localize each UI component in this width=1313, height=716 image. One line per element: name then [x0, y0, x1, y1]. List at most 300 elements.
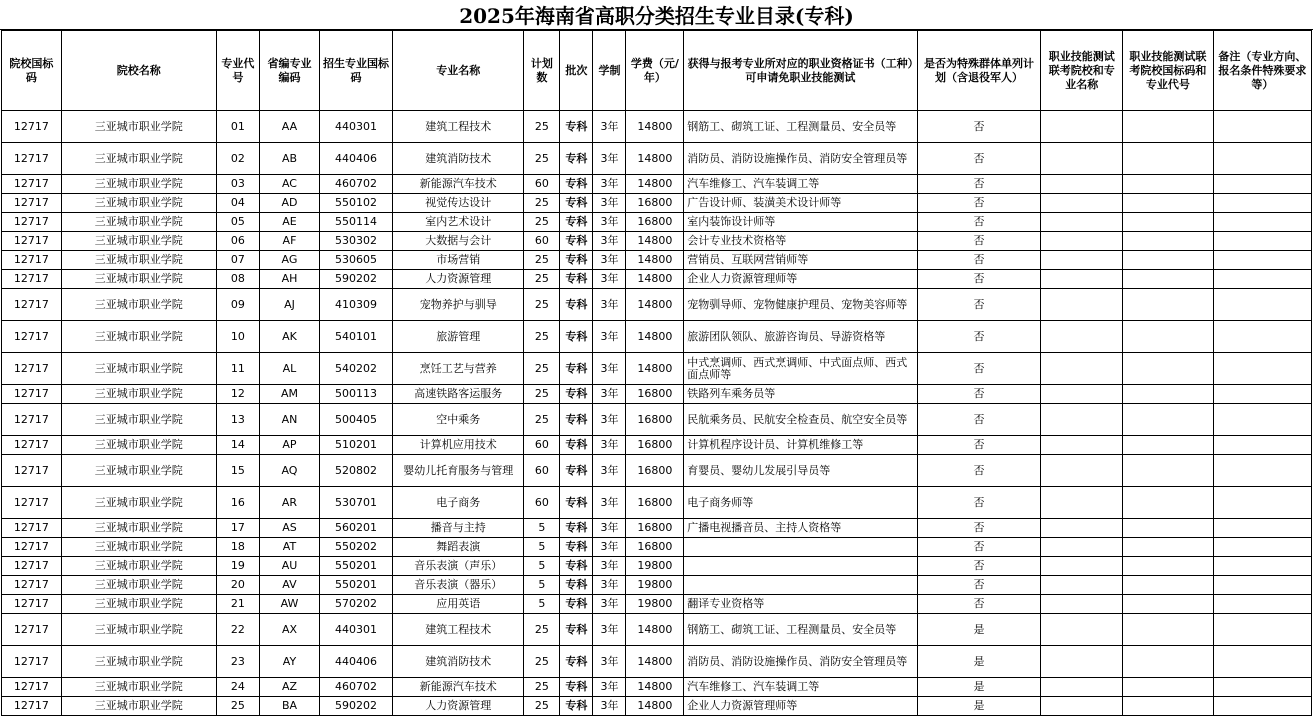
table-cell — [1041, 213, 1123, 232]
table-cell: 16800 — [626, 538, 684, 557]
table-cell: 3年 — [593, 251, 626, 270]
table-cell: 三亚城市职业学院 — [61, 576, 216, 595]
table-cell: 500113 — [319, 385, 392, 404]
table-cell — [1213, 251, 1311, 270]
table-cell — [1122, 194, 1213, 213]
table-row — [2, 289, 1312, 321]
table-cell: 25 — [524, 251, 560, 270]
table-cell: 17 — [216, 519, 259, 538]
table-cell: 14800 — [626, 232, 684, 251]
table-cell: 专科 — [560, 436, 593, 455]
table-cell: 540101 — [319, 321, 392, 353]
table-cell: 03 — [216, 175, 259, 194]
table-cell: 3年 — [593, 557, 626, 576]
major-catalog-table — [1, 30, 1312, 716]
table-cell: 25 — [524, 213, 560, 232]
table-cell: 3年 — [593, 353, 626, 385]
table-cell: 否 — [917, 557, 1041, 576]
column-header: 批次 — [560, 31, 593, 111]
table-cell: 460702 — [319, 678, 392, 697]
table-cell: 三亚城市职业学院 — [61, 353, 216, 385]
table-cell: 14800 — [626, 143, 684, 175]
table-cell — [1122, 576, 1213, 595]
table-cell: 12717 — [2, 595, 62, 614]
column-header: 是否为特殊群体单列计划（含退役军人） — [917, 31, 1041, 111]
table-cell — [1122, 353, 1213, 385]
table-cell: 三亚城市职业学院 — [61, 404, 216, 436]
table-cell: AW — [260, 595, 320, 614]
table-cell: 16800 — [626, 404, 684, 436]
table-cell: 三亚城市职业学院 — [61, 519, 216, 538]
table-cell: 三亚城市职业学院 — [61, 538, 216, 557]
table-cell: 宠物养护与驯导 — [393, 289, 524, 321]
table-cell — [1213, 143, 1311, 175]
table-cell: 570202 — [319, 595, 392, 614]
table-cell: 室内艺术设计 — [393, 213, 524, 232]
table-cell: 550201 — [319, 576, 392, 595]
table-cell: 专科 — [560, 404, 593, 436]
table-cell — [1041, 697, 1123, 716]
table-cell — [1041, 455, 1123, 487]
table-row — [2, 175, 1312, 194]
table-cell: 12717 — [2, 251, 62, 270]
table-cell: 19 — [216, 557, 259, 576]
table-cell: 3年 — [593, 289, 626, 321]
table-cell: 宠物驯导师、宠物健康护理员、宠物美容师等 — [684, 289, 917, 321]
table-cell: 3年 — [593, 595, 626, 614]
table-row — [2, 353, 1312, 385]
table-cell — [1041, 595, 1123, 614]
table-row — [2, 143, 1312, 175]
table-row — [2, 270, 1312, 289]
table-cell: 钢筋工、砌筑工证、工程测量员、安全员等 — [684, 614, 917, 646]
table-cell: 16800 — [626, 455, 684, 487]
table-cell: 530302 — [319, 232, 392, 251]
table-cell: 否 — [917, 289, 1041, 321]
table-cell: 专科 — [560, 353, 593, 385]
table-cell: 3年 — [593, 385, 626, 404]
table-cell: 06 — [216, 232, 259, 251]
table-cell: 04 — [216, 194, 259, 213]
table-cell: 12717 — [2, 455, 62, 487]
table-cell: 5 — [524, 595, 560, 614]
table-cell: 三亚城市职业学院 — [61, 111, 216, 143]
table-cell — [1041, 321, 1123, 353]
table-cell — [1213, 614, 1311, 646]
table-cell — [1213, 404, 1311, 436]
table-cell: BA — [260, 697, 320, 716]
table-cell: 汽车维修工、汽车装调工等 — [684, 678, 917, 697]
table-cell — [1213, 175, 1311, 194]
table-row — [2, 385, 1312, 404]
table-cell: 否 — [917, 519, 1041, 538]
table-cell — [1213, 487, 1311, 519]
table-cell: 否 — [917, 194, 1041, 213]
table-cell: AB — [260, 143, 320, 175]
table-cell — [1122, 595, 1213, 614]
table-cell: 广告设计师、装潢美术设计师等 — [684, 194, 917, 213]
table-cell: 建筑工程技术 — [393, 614, 524, 646]
table-cell — [1213, 385, 1311, 404]
table-cell: 消防员、消防设施操作员、消防安全管理员等 — [684, 143, 917, 175]
table-cell: 专科 — [560, 175, 593, 194]
table-cell: 是 — [917, 614, 1041, 646]
table-cell: 24 — [216, 678, 259, 697]
table-cell — [1041, 194, 1123, 213]
table-cell: 22 — [216, 614, 259, 646]
table-cell: 是 — [917, 697, 1041, 716]
table-cell: 14800 — [626, 614, 684, 646]
table-cell: 12717 — [2, 143, 62, 175]
table-cell: 12717 — [2, 436, 62, 455]
table-cell: 60 — [524, 232, 560, 251]
table-cell — [1122, 557, 1213, 576]
table-cell: 510201 — [319, 436, 392, 455]
table-cell — [1213, 289, 1311, 321]
table-cell: 10 — [216, 321, 259, 353]
table-cell: 视觉传达设计 — [393, 194, 524, 213]
table-cell: 590202 — [319, 697, 392, 716]
table-cell: 人力资源管理 — [393, 270, 524, 289]
table-cell: 三亚城市职业学院 — [61, 289, 216, 321]
table-cell: 三亚城市职业学院 — [61, 270, 216, 289]
table-cell: 5 — [524, 519, 560, 538]
table-cell — [1213, 232, 1311, 251]
column-header: 学费（元/年） — [626, 31, 684, 111]
table-cell: AD — [260, 194, 320, 213]
table-cell: 05 — [216, 213, 259, 232]
table-cell: 440406 — [319, 646, 392, 678]
table-cell: 19800 — [626, 595, 684, 614]
table-cell: 否 — [917, 404, 1041, 436]
table-cell: 3年 — [593, 175, 626, 194]
table-cell: 否 — [917, 232, 1041, 251]
table-cell — [1041, 270, 1123, 289]
table-cell: 25 — [524, 194, 560, 213]
table-row — [2, 538, 1312, 557]
table-cell: 500405 — [319, 404, 392, 436]
table-cell: 14800 — [626, 175, 684, 194]
table-cell: 25 — [524, 646, 560, 678]
table-cell — [1213, 678, 1311, 697]
table-cell: 5 — [524, 576, 560, 595]
table-cell: 3年 — [593, 213, 626, 232]
table-cell: 企业人力资源管理师等 — [684, 697, 917, 716]
table-cell: AF — [260, 232, 320, 251]
table-cell: 否 — [917, 353, 1041, 385]
table-cell: 否 — [917, 385, 1041, 404]
table-cell — [1041, 487, 1123, 519]
table-cell: 专科 — [560, 697, 593, 716]
table-cell: 25 — [524, 404, 560, 436]
table-cell: AU — [260, 557, 320, 576]
table-cell: 3年 — [593, 697, 626, 716]
table-cell — [1213, 353, 1311, 385]
table-cell — [1041, 251, 1123, 270]
table-cell — [1213, 436, 1311, 455]
table-row — [2, 194, 1312, 213]
table-cell: 3年 — [593, 111, 626, 143]
table-cell: 否 — [917, 270, 1041, 289]
table-cell — [1213, 111, 1311, 143]
table-cell — [1213, 576, 1311, 595]
table-cell: 三亚城市职业学院 — [61, 436, 216, 455]
table-cell — [1122, 232, 1213, 251]
table-cell: AZ — [260, 678, 320, 697]
table-cell: 否 — [917, 538, 1041, 557]
table-cell — [1122, 143, 1213, 175]
table-cell: 否 — [917, 487, 1041, 519]
table-cell — [1041, 385, 1123, 404]
table-row — [2, 576, 1312, 595]
table-cell: 20 — [216, 576, 259, 595]
table-cell: 会计专业技术资格等 — [684, 232, 917, 251]
table-cell: 三亚城市职业学院 — [61, 213, 216, 232]
table-row — [2, 646, 1312, 678]
table-cell: 否 — [917, 111, 1041, 143]
column-header: 院校国标码 — [2, 31, 62, 111]
table-cell: 560201 — [319, 519, 392, 538]
table-cell: 汽车维修工、汽车装调工等 — [684, 175, 917, 194]
table-cell: 铁路列车乘务员等 — [684, 385, 917, 404]
table-cell: 专科 — [560, 678, 593, 697]
table-cell: 3年 — [593, 487, 626, 519]
table-cell: 12717 — [2, 576, 62, 595]
table-cell: 01 — [216, 111, 259, 143]
table-cell: 室内装饰设计师等 — [684, 213, 917, 232]
table-cell — [1041, 175, 1123, 194]
table-cell: 是 — [917, 646, 1041, 678]
table-cell — [1041, 614, 1123, 646]
table-cell — [1213, 538, 1311, 557]
table-cell: 12 — [216, 385, 259, 404]
table-cell: 590202 — [319, 270, 392, 289]
table-cell: 410309 — [319, 289, 392, 321]
table-cell: 02 — [216, 143, 259, 175]
table-cell — [1041, 111, 1123, 143]
table-cell: AR — [260, 487, 320, 519]
table-row — [2, 678, 1312, 697]
table-cell: 12717 — [2, 557, 62, 576]
table-cell: 专科 — [560, 646, 593, 678]
table-cell: 25 — [524, 143, 560, 175]
table-cell: 否 — [917, 213, 1041, 232]
table-cell: 11 — [216, 353, 259, 385]
table-cell: 12717 — [2, 697, 62, 716]
table-cell: 否 — [917, 321, 1041, 353]
table-cell: 530701 — [319, 487, 392, 519]
table-cell: 25 — [524, 614, 560, 646]
table-cell: 19800 — [626, 576, 684, 595]
table-cell: AA — [260, 111, 320, 143]
table-cell: AT — [260, 538, 320, 557]
table-cell: 12717 — [2, 614, 62, 646]
table-cell: 三亚城市职业学院 — [61, 251, 216, 270]
table-cell: 大数据与会计 — [393, 232, 524, 251]
table-cell: AY — [260, 646, 320, 678]
table-cell — [1122, 538, 1213, 557]
table-cell — [1122, 321, 1213, 353]
table-cell — [1041, 646, 1123, 678]
table-cell: 14 — [216, 436, 259, 455]
table-cell: 14800 — [626, 646, 684, 678]
table-cell: 3年 — [593, 404, 626, 436]
table-cell: 14800 — [626, 321, 684, 353]
table-cell: 应用英语 — [393, 595, 524, 614]
table-cell: 3年 — [593, 519, 626, 538]
table-cell: 550201 — [319, 557, 392, 576]
table-cell: 25 — [524, 270, 560, 289]
table-cell — [1041, 519, 1123, 538]
table-cell: 12717 — [2, 487, 62, 519]
table-cell: 专科 — [560, 487, 593, 519]
table-cell: 旅游管理 — [393, 321, 524, 353]
table-cell — [1122, 678, 1213, 697]
table-cell: 三亚城市职业学院 — [61, 595, 216, 614]
table-cell — [1041, 232, 1123, 251]
table-cell: 19800 — [626, 557, 684, 576]
table-cell: 育婴员、婴幼儿发展引导员等 — [684, 455, 917, 487]
table-cell — [1122, 436, 1213, 455]
table-cell: 建筑消防技术 — [393, 143, 524, 175]
table-cell: 60 — [524, 175, 560, 194]
table-cell: 专科 — [560, 321, 593, 353]
table-row — [2, 321, 1312, 353]
table-cell: 专科 — [560, 111, 593, 143]
table-row — [2, 232, 1312, 251]
table-cell — [1041, 353, 1123, 385]
table-cell: 专科 — [560, 213, 593, 232]
table-cell: 建筑工程技术 — [393, 111, 524, 143]
table-cell: 550202 — [319, 538, 392, 557]
column-header: 职业技能测试联考院校和专业名称 — [1041, 31, 1123, 111]
table-cell: 专科 — [560, 194, 593, 213]
table-cell: 16800 — [626, 436, 684, 455]
table-cell: 专科 — [560, 576, 593, 595]
table-cell: 12717 — [2, 270, 62, 289]
table-row — [2, 487, 1312, 519]
table-cell: 25 — [524, 678, 560, 697]
table-cell — [1041, 436, 1123, 455]
table-cell — [1122, 289, 1213, 321]
table-cell — [1122, 270, 1213, 289]
table-cell: 播音与主持 — [393, 519, 524, 538]
table-cell: 婴幼儿托育服务与管理 — [393, 455, 524, 487]
table-cell: 营销员、互联网营销师等 — [684, 251, 917, 270]
table-cell: AG — [260, 251, 320, 270]
table-cell: 否 — [917, 143, 1041, 175]
table-cell — [1213, 646, 1311, 678]
table-cell: 25 — [524, 353, 560, 385]
table-cell: 三亚城市职业学院 — [61, 385, 216, 404]
table-cell: 三亚城市职业学院 — [61, 143, 216, 175]
table-cell — [684, 576, 917, 595]
table-cell: 专科 — [560, 538, 593, 557]
table-cell: 是 — [917, 678, 1041, 697]
table-cell: 专科 — [560, 385, 593, 404]
table-cell: AV — [260, 576, 320, 595]
table-cell — [1122, 519, 1213, 538]
table-cell: 60 — [524, 487, 560, 519]
table-cell: 三亚城市职业学院 — [61, 455, 216, 487]
table-cell: 3年 — [593, 614, 626, 646]
table-cell — [1213, 455, 1311, 487]
table-cell: 12717 — [2, 538, 62, 557]
table-row — [2, 404, 1312, 436]
table-cell — [1122, 487, 1213, 519]
table-cell: 专科 — [560, 595, 593, 614]
table-cell: 5 — [524, 538, 560, 557]
table-cell — [1041, 289, 1123, 321]
table-cell: 三亚城市职业学院 — [61, 614, 216, 646]
table-cell: 计算机程序设计员、计算机维修工等 — [684, 436, 917, 455]
table-row — [2, 519, 1312, 538]
table-cell: 09 — [216, 289, 259, 321]
table-cell — [1122, 455, 1213, 487]
column-header: 招生专业国标码 — [319, 31, 392, 111]
column-header: 职业技能测试联考院校国标码和专业代号 — [1122, 31, 1213, 111]
table-cell: AC — [260, 175, 320, 194]
table-cell: 三亚城市职业学院 — [61, 194, 216, 213]
table-cell: 电子商务 — [393, 487, 524, 519]
table-cell: 12717 — [2, 321, 62, 353]
table-cell: 3年 — [593, 143, 626, 175]
table-cell: 空中乘务 — [393, 404, 524, 436]
table-cell: 13 — [216, 404, 259, 436]
table-cell: AJ — [260, 289, 320, 321]
table-cell: 计算机应用技术 — [393, 436, 524, 455]
table-cell: 舞蹈表演 — [393, 538, 524, 557]
table-cell: 新能源汽车技术 — [393, 175, 524, 194]
table-row — [2, 557, 1312, 576]
table-cell — [1122, 251, 1213, 270]
table-cell: AM — [260, 385, 320, 404]
table-cell: 12717 — [2, 646, 62, 678]
table-cell: 25 — [524, 385, 560, 404]
table-cell: 3年 — [593, 194, 626, 213]
table-cell: 3年 — [593, 576, 626, 595]
table-cell: 专科 — [560, 143, 593, 175]
table-cell: 15 — [216, 455, 259, 487]
table-cell: 12717 — [2, 678, 62, 697]
table-cell — [1213, 595, 1311, 614]
table-cell: 3年 — [593, 455, 626, 487]
table-cell: 人力资源管理 — [393, 697, 524, 716]
table-cell: 12717 — [2, 385, 62, 404]
table-cell: 440406 — [319, 143, 392, 175]
table-cell: 三亚城市职业学院 — [61, 232, 216, 251]
table-cell — [1213, 557, 1311, 576]
table-cell: 25 — [524, 697, 560, 716]
table-cell: 三亚城市职业学院 — [61, 557, 216, 576]
table-cell: 专科 — [560, 455, 593, 487]
table-cell: 3年 — [593, 538, 626, 557]
column-header: 专业代号 — [216, 31, 259, 111]
table-cell: 3年 — [593, 678, 626, 697]
table-cell: 12717 — [2, 213, 62, 232]
column-header: 省编专业编码 — [260, 31, 320, 111]
sheet-title: 2025年海南省高职分类招生专业目录(专科) — [0, 0, 1313, 30]
table-cell: 专科 — [560, 232, 593, 251]
table-cell — [1041, 678, 1123, 697]
table-cell — [1213, 697, 1311, 716]
table-cell: 烹饪工艺与营养 — [393, 353, 524, 385]
table-cell: 音乐表演（声乐） — [393, 557, 524, 576]
table-cell: 专科 — [560, 519, 593, 538]
table-cell: 60 — [524, 455, 560, 487]
table-cell: AX — [260, 614, 320, 646]
table-row — [2, 213, 1312, 232]
